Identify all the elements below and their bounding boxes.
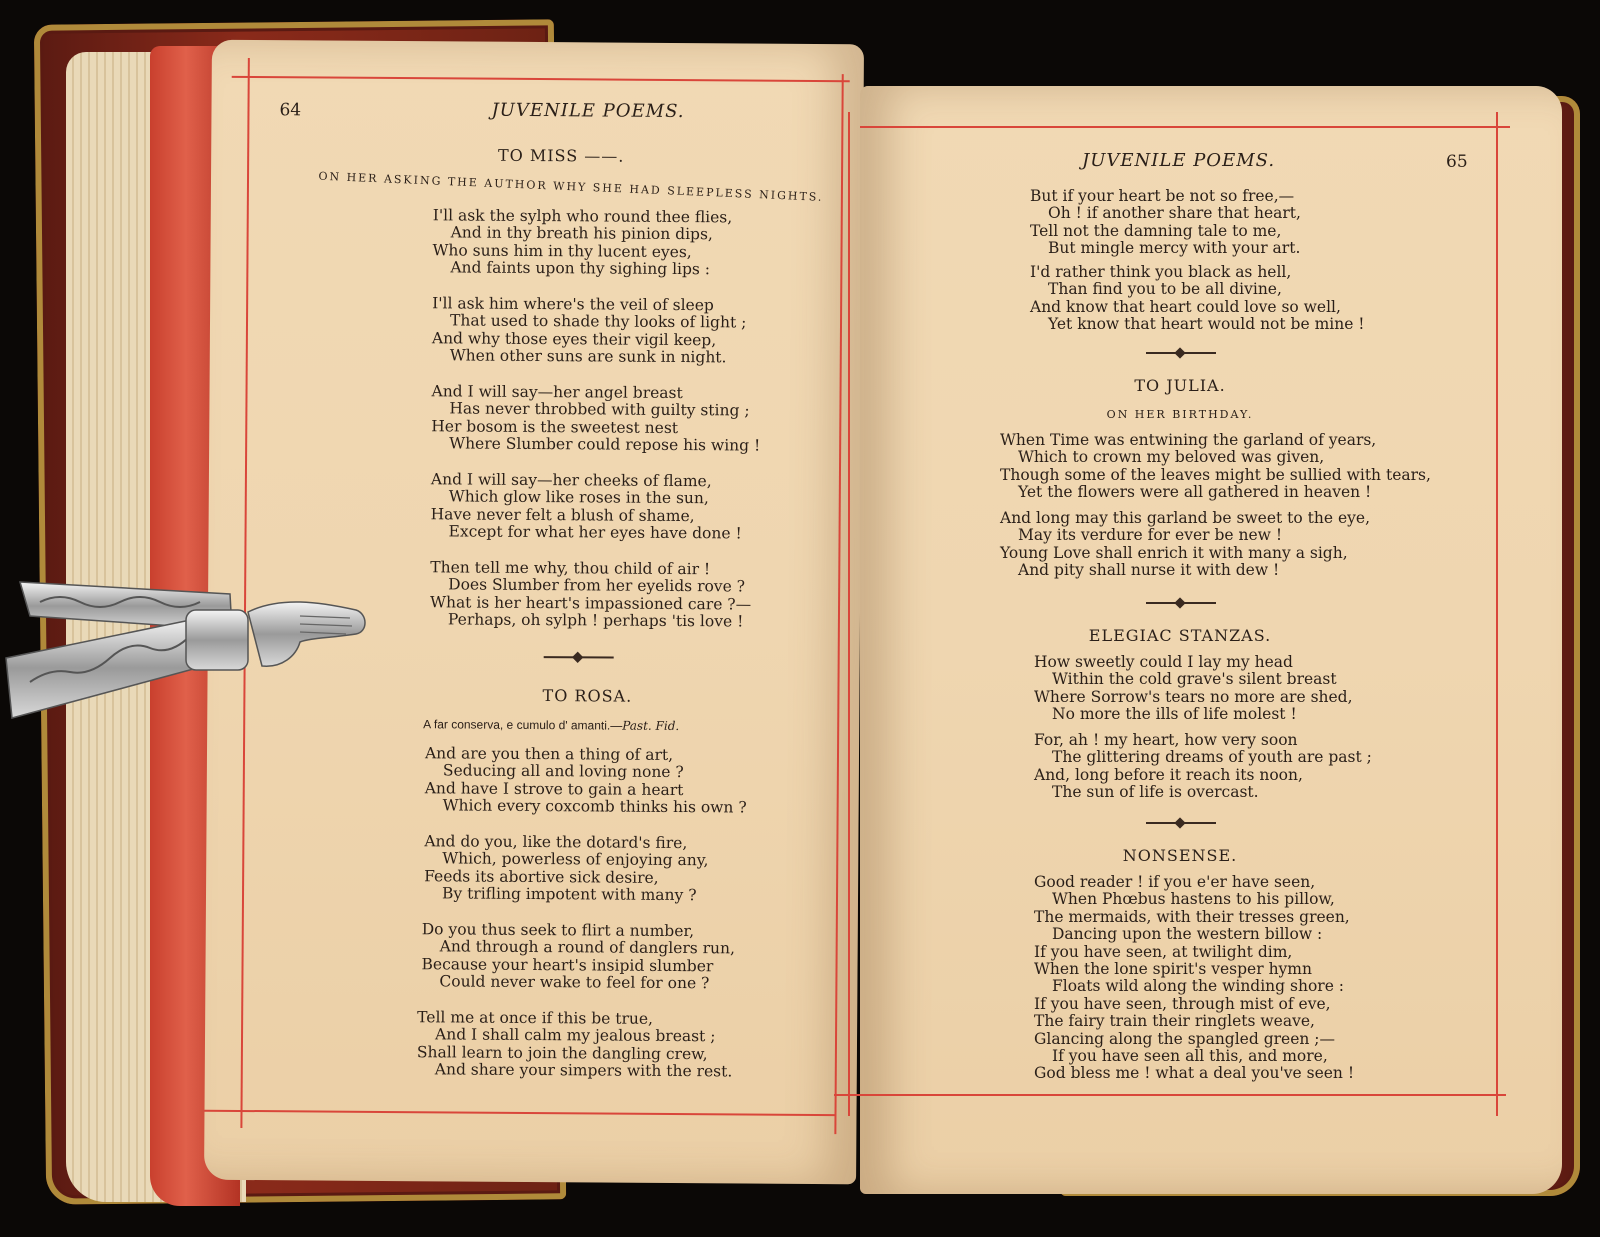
page-number: 64 [279,100,302,121]
hand-bookmark-clip [0,572,380,722]
running-head: JUVENILE POEMS. [1082,150,1276,171]
right-rule [1496,112,1498,1116]
stanza: But if your heart be not so free,— Oh ! if another share that heart, Tell not the damning tale to me, But mingle mercy with your art. [1030,187,1301,258]
epigraph: A far conserva, e cumulo d' amanti.—Past. Fid. [423,717,680,734]
running-head: JUVENILE POEMS. [491,99,685,123]
stanza: I'll ask the sylph who round thee flies, And in thy breath his pinion dips, Who suns him in thy lucent eyes, And faints upon thy sighing lips : [432,206,733,279]
poem-title: NONSENSE. [1122,846,1238,865]
poem-subtitle: ON HER BIRTHDAY. [1106,408,1254,421]
right-rule [834,74,843,1134]
stanza: I'll ask him where's the veil of sleep That used to shade thy looks of light ; And why those eyes their vigil keep, When other suns are sunk in night. [431,294,747,367]
ornament-divider [544,656,614,658]
stanza: And I will say—her cheeks of flame, Which glow like roses in the sun, Have never felt a blush of shame, Except for what her eyes have done ! [430,470,742,543]
ornament-divider [1146,602,1216,604]
stanza: Good reader ! if you e'er have seen, When Phœbus hastens to his pillow, The mermaids, with their tresses green, Dancing upon the western billow : If you have seen, at twilight dim, When the lone spirit's vesper hymn Floats wild along the winding shore : If you have seen, through mist of eve, The fairy train their ringlets weave, Glancing along the spangled green ;— If you have seen all this, and more, God bless me ! what a deal you've seen ! [1034,873,1355,1083]
top-rule [232,76,850,82]
poem-title: TO ROSA. [542,686,633,706]
stanza: And long may this garland be sweet to the eye, May its verdure for ever be new ! Young Love shall enrich it with many a sigh, And pity shall nurse it with dew ! [1000,509,1370,580]
stanza: Do you thus seek to flirt a number, And through a round of danglers run, Because your heart's insipid slumber Could never wake to feel for one ? [421,920,736,993]
bottom-rule [834,1094,1506,1096]
ornament-divider [1146,352,1216,354]
page-number: 65 [1446,152,1468,172]
poem-subtitle: ON HER ASKING THE AUTHOR WHY SHE HAD SLEEPLESS NIGHTS. [318,169,824,204]
bottom-rule [205,1110,835,1116]
stanza: Then tell me why, thou child of air ! Does Slumber from her eyelids rove ? What is her heart's impassioned care ?— Perhaps, oh sylph ! perhaps 'tis love ! [430,558,752,631]
right-page [860,86,1562,1194]
stanza: And I will say—her angel breast Has never throbbed with guilty sting ; Her bosom is the sweetest nest Where Slumber could repose his wing ! [431,382,761,455]
poem-title: TO MISS ——. [497,145,625,166]
ornament-divider [1146,822,1216,824]
left-rule [848,112,850,1116]
stanza: And do you, like the dotard's fire, Which, powerless of enjoying any, Feeds its abortive sick desire, By trifling impotent with many ? [424,832,709,905]
stanza: How sweetly could I lay my head Within the cold grave's silent breast Where Sorrow's tears no more are shed, No more the ills of life molest ! [1034,653,1353,724]
stanza: Tell me at once if this be true, And I shall calm my jealous breast ; Shall learn to join the dangling crew, And share your simpers with the rest. [416,1008,733,1081]
poem-title: ELEGIAC STANZAS. [1088,626,1272,645]
poem-title: TO JULIA. [1134,376,1226,395]
stanza: I'd rather think you black as hell, Than find you to be all divine, And know that heart could love so well, Yet know that heart would not be mine ! [1030,263,1365,334]
stanza: When Time was entwining the garland of years, Which to crown my beloved was given, Though some of the leaves might be sullied with tears, Yet the flowers were all gathered in heaven ! [1000,431,1431,502]
stanza: And are you then a thing of art, Seducing all and loving none ? And have I strove to gain a heart Which every coxcomb thinks his own ? [424,744,747,817]
stanza: For, ah ! my heart, how very soon The glittering dreams of youth are past ; And, long before it reach its noon, The sun of life is overcast. [1034,731,1372,802]
top-rule [860,126,1510,128]
